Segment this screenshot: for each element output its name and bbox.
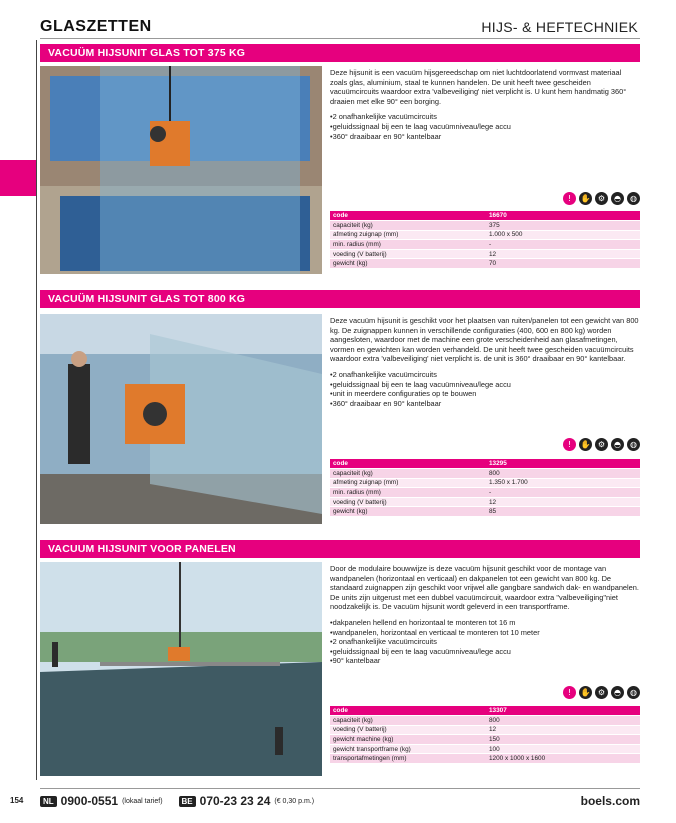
table-row: gewicht transportframe (kg) 100 xyxy=(330,744,640,754)
section-description xyxy=(330,68,640,141)
table-row: gewicht (kg) 85 xyxy=(330,507,640,517)
nl-note: (lokaal tarief) xyxy=(122,797,163,805)
list-item: • geluidssignaal bij een te laag vacuümniveau/lege accu xyxy=(330,122,640,132)
contact-footer xyxy=(40,794,314,808)
list-item: • wandpanelen, horizontaal en verticaal te monteren tot 10 meter xyxy=(330,628,640,638)
margin-line xyxy=(36,40,37,780)
helmet-icon: ◓ xyxy=(611,438,624,451)
gear-icon: ⚙ xyxy=(595,192,608,205)
gloves-icon: ◍ xyxy=(627,192,640,205)
be-flag-badge: BE xyxy=(179,796,196,807)
hand-icon: ✋ xyxy=(580,440,591,449)
gloves-icon: ◍ xyxy=(627,438,640,451)
table-row: code 16670 xyxy=(330,211,640,221)
be-phone[interactable]: 070-23 23 24 xyxy=(199,794,271,808)
table-row: capaciteit (kg) 375 xyxy=(330,221,640,231)
table-row: voeding (V batterij) 12 xyxy=(330,497,640,507)
list-item: • geluidssignaal bij een te laag vacuümniveau/lege accu xyxy=(330,647,640,657)
product-photo-glass-lifter xyxy=(40,66,322,274)
list-item: • 360° draaibaar en 90° kantelbaar xyxy=(330,132,640,142)
table-row: capaciteit (kg) 800 xyxy=(330,716,640,726)
description-text: Door de modulaire bouwwijze is deze vacuüm hijsunit geschikt voor de montage van wandpanelen (horizontaal en verticaal) en dakpanelen tot een gewicht van 800 kg. De standaard zuignappen zijn geschikt voor vrijwel alle gangbare sandwich dak- en wandpanelen. De units zijn uitgerust met een dubbel vacuümcircuit, waardoor extra "valbeveiliging"niet noodzakelijk is. De vacuüm hijsunit wordt geleverd in een transportframe. xyxy=(330,564,639,612)
footer-rule xyxy=(40,788,640,789)
category-title: HIJS- & HEFTECHNIEK xyxy=(481,19,638,35)
header-rule xyxy=(40,38,640,39)
safety-icons xyxy=(563,192,640,205)
list-item: • geluidssignaal bij een te laag vacuümniveau/lege accu xyxy=(330,380,640,390)
list-item: • 2 onafhankelijke vacuümcircuits xyxy=(330,637,640,647)
nl-flag-badge: NL xyxy=(40,796,57,807)
list-item: • unit in meerdere configuraties op te bouwen xyxy=(330,389,640,399)
website-link[interactable]: boels.com xyxy=(580,794,640,808)
page-title: GLASZETTEN xyxy=(40,18,152,35)
section-title: VACUUM HIJSUNIT VOOR PANELEN xyxy=(40,540,640,558)
description-text: Deze vacuüm hijsunit is geschikt voor het plaatsen van ruiten/panelen tot een gewicht van 800 kg. De zuignappen kunnen in verschillende configuraties (400, 600 en 800 kg) worden aangesloten, waardoor met de machine een grote verscheidenheid aan glasafmetingen, vormen en gewichten kan worden verhandeld. De unit heeft twee gescheiden vacuümcircuits waardoor extra 'valbeveiliging' niet verplicht is. de unit is 360° draaibaar en 90° kantelbaar. xyxy=(330,316,639,364)
hand-icon: ✋ xyxy=(580,688,591,697)
table-row: afmeting zuignap (mm) 1.000 x 500 xyxy=(330,230,640,240)
list-item: • 360° draaibaar en 90° kantelbaar xyxy=(330,399,640,409)
pink-warning-icon: ! xyxy=(563,192,576,205)
helmet-icon: ◓ xyxy=(611,686,624,699)
be-note: (€ 0,30 p.m.) xyxy=(274,797,315,805)
table-row: min. radius (mm) - xyxy=(330,240,640,250)
product-photo-glass-lifter-800 xyxy=(40,314,322,524)
list-item: • 90° kantelbaar xyxy=(330,656,640,666)
safety-icons xyxy=(563,686,640,699)
pink-warning-icon: ! xyxy=(563,686,576,699)
spec-table xyxy=(330,211,640,269)
table-row: min. radius (mm) - xyxy=(330,488,640,498)
nl-phone[interactable]: 0900-0551 xyxy=(60,794,119,808)
section-title: VACUÜM HIJSUNIT GLAS TOT 800 KG xyxy=(40,290,640,308)
gloves-icon: ◍ xyxy=(627,686,640,699)
pink-warning-icon: ! xyxy=(563,438,576,451)
safety-icons xyxy=(563,438,640,451)
list-item: • dakpanelen hellend en horizontaal te monteren tot 16 m xyxy=(330,618,640,628)
spec-table xyxy=(330,706,640,764)
gear-icon: ⚙ xyxy=(595,686,608,699)
helmet-icon: ◓ xyxy=(611,192,624,205)
list-item: • 2 onafhankelijke vacuümcircuits xyxy=(330,370,640,380)
table-row: voeding (V batterij) 12 xyxy=(330,249,640,259)
table-row: code 13307 xyxy=(330,706,640,716)
table-row: code 13295 xyxy=(330,459,640,469)
table-row: afmeting zuignap (mm) 1.350 x 1.700 xyxy=(330,478,640,488)
gear-icon: ⚙ xyxy=(595,438,608,451)
section-title: VACUÜM HIJSUNIT GLAS TOT 375 KG xyxy=(40,44,640,62)
list-item: • 2 onafhankelijke vacuümcircuits xyxy=(330,112,640,122)
table-row: capaciteit (kg) 800 xyxy=(330,469,640,479)
product-photo-panel-lifter xyxy=(40,562,322,776)
section-description xyxy=(330,564,640,666)
hand-icon: ✋ xyxy=(580,194,591,203)
side-tab xyxy=(0,160,36,196)
table-row: gewicht (kg) 70 xyxy=(330,259,640,269)
table-row: gewicht machine (kg) 150 xyxy=(330,735,640,745)
table-row: transportafmetingen (mm) 1200 x 1000 x 1600 xyxy=(330,754,640,764)
table-row: voeding (V batterij) 12 xyxy=(330,725,640,735)
description-text: Deze hijsunit is een vacuüm hijsgereedschap om niet luchtdoorlatend vormvast materiaal zoals glas, aluminium, staal te kunnen handelen. De unit heeft twee gescheiden vacuümcircuits waardoor extra 'valbeveiliging' niet verplicht is. U kunt hem handmatig 360° draaien met elke 90° een borging. xyxy=(330,68,627,106)
spec-table xyxy=(330,459,640,517)
section-description xyxy=(330,316,640,408)
page-number: 154 xyxy=(10,796,24,805)
